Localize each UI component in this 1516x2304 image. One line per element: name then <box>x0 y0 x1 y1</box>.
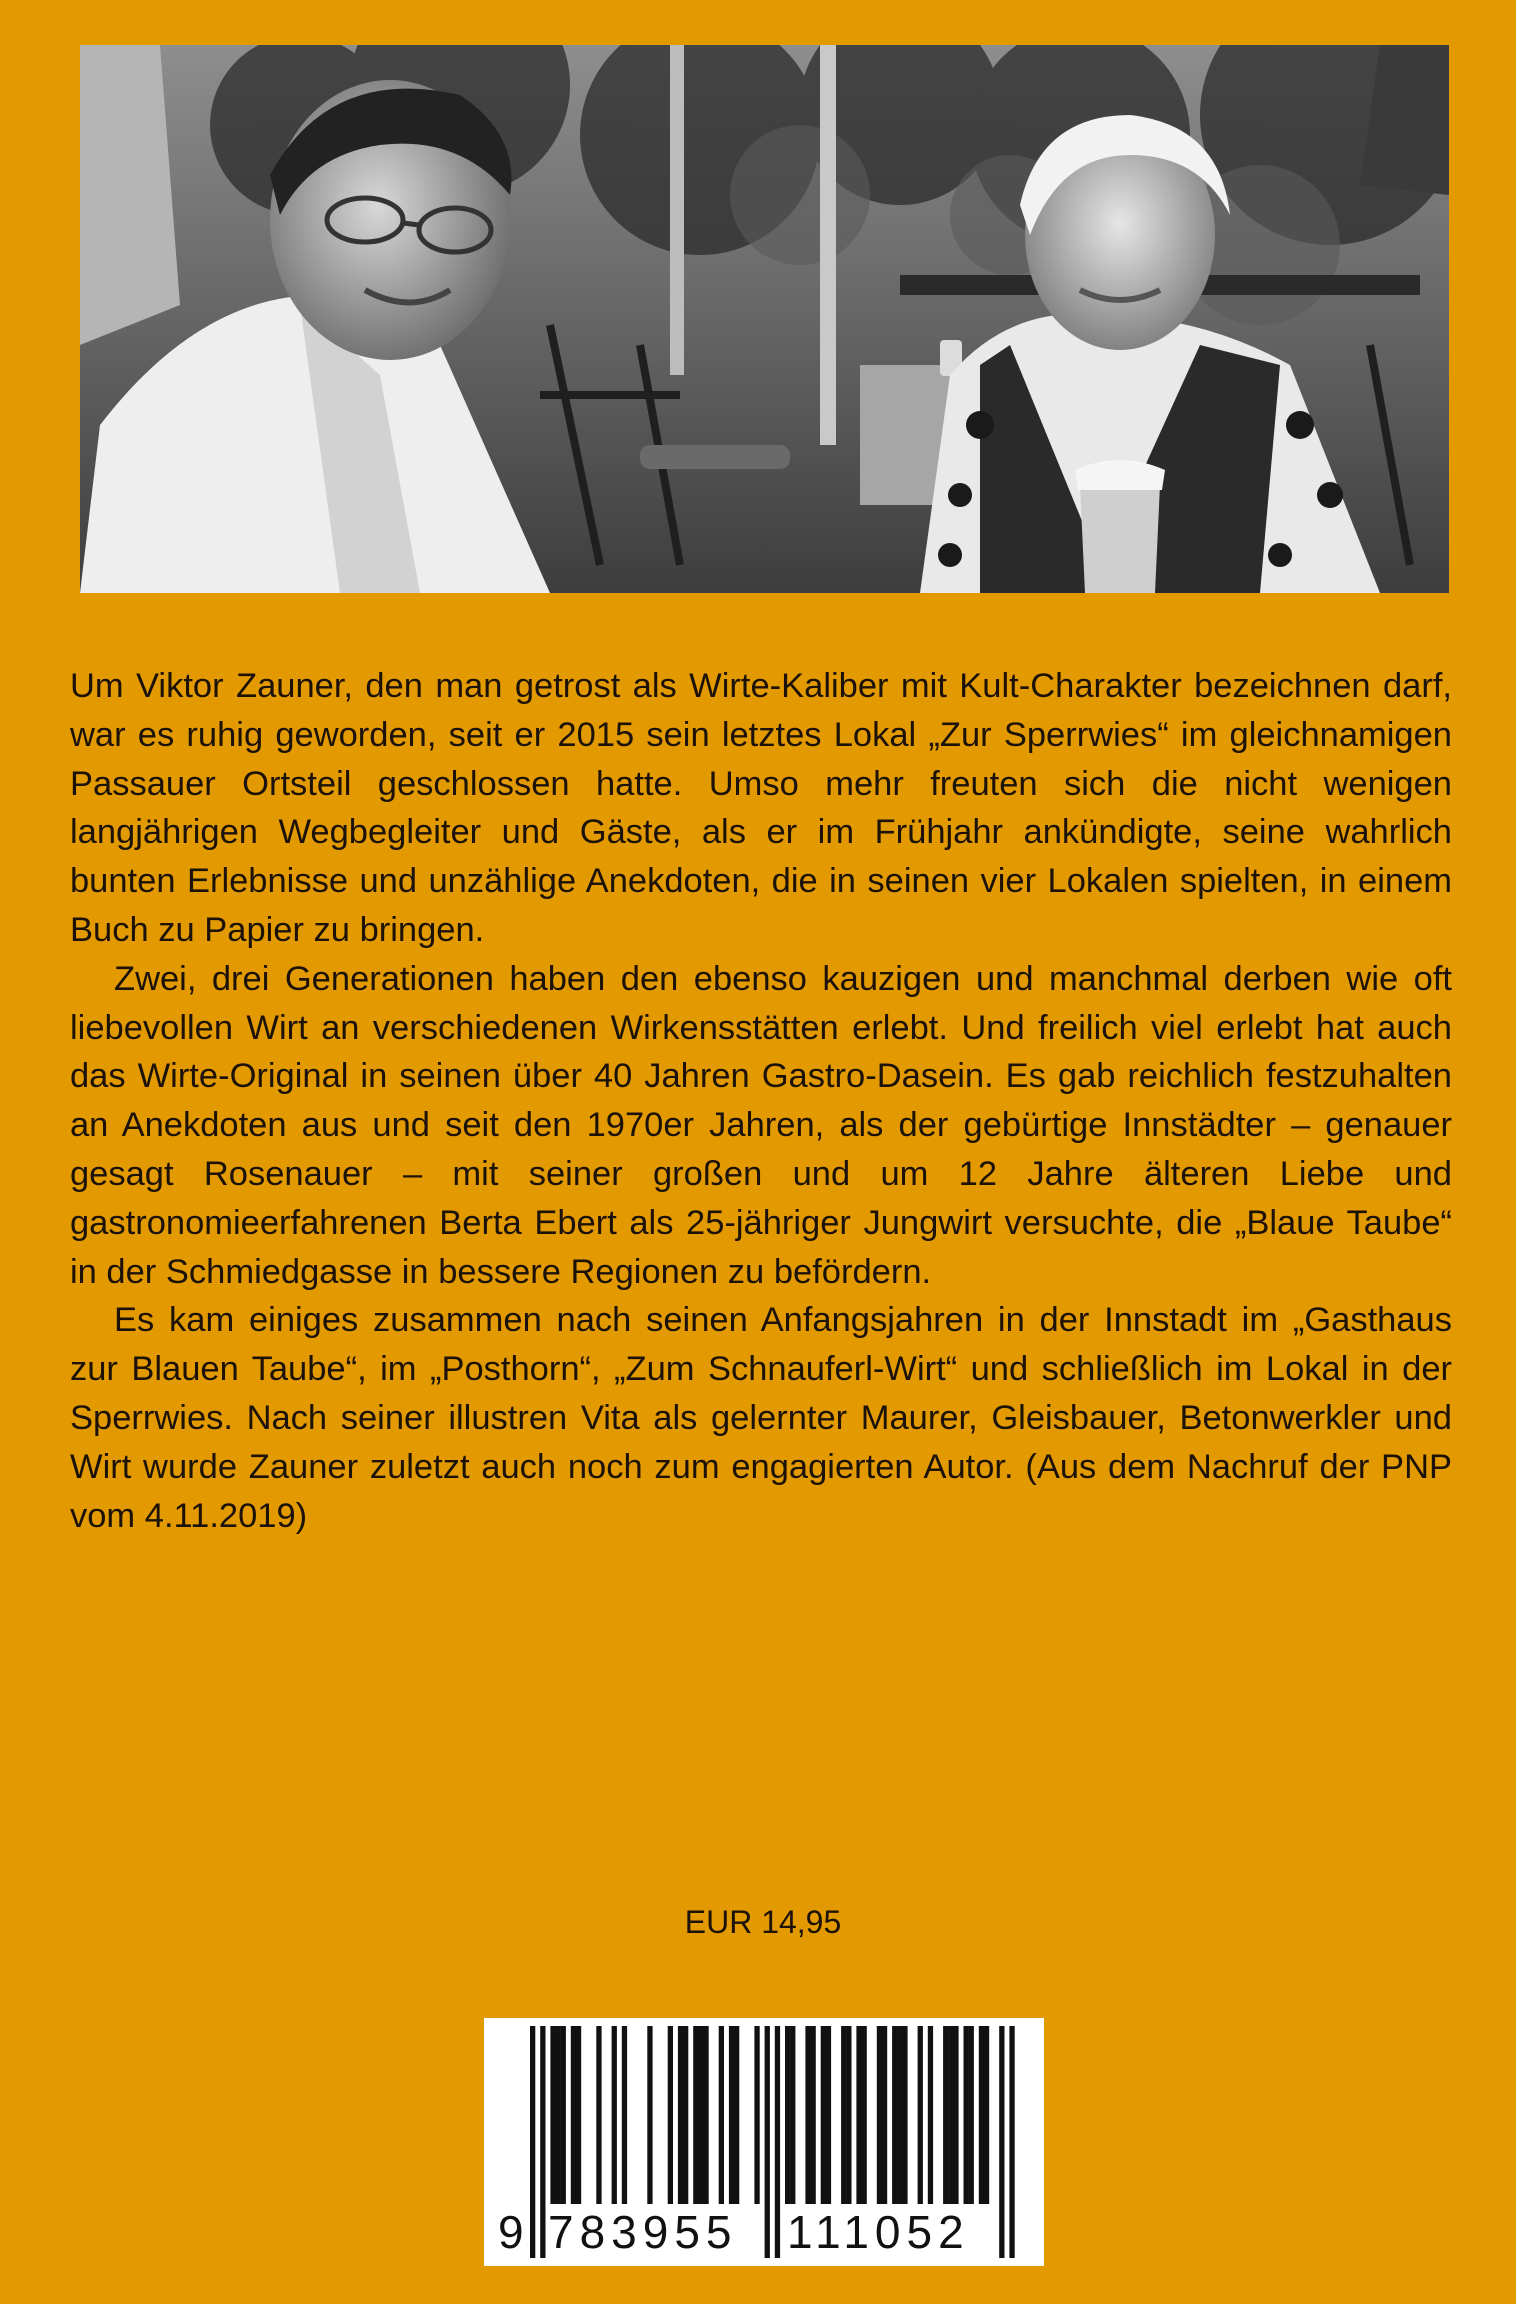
barcode-bar <box>841 2026 846 2204</box>
barcode-guard-bar <box>765 2026 770 2258</box>
barcode-bar <box>647 2026 652 2204</box>
barcode-bar <box>862 2026 867 2204</box>
barcode-bar <box>612 2026 617 2204</box>
barcode-bar <box>826 2026 831 2204</box>
barcode-bar <box>668 2026 673 2204</box>
blurb-paragraph-1: Um Viktor Zauner, den man getrost als Wirte-Kaliber mit Kult-Charakter bezeichnen darf, war es ruhig geworden, seit er 2015 sein letztes Lokal „Zur Sperrwies“ im gleichnamigen Passauer Ortsteil geschlossen hatte. Umso mehr freuten sich die nicht wenigen langjährigen Wegbegleiter und Gäste, als er im Frühjahr ankündigte, seine wahrlich bunten Erlebnisse und unzählige Anekdoten, die in seinen vier Lokalen spielten, in einem Buch zu Papier zu bringen. <box>70 667 1452 949</box>
barcode-bar <box>790 2026 795 2204</box>
barcode-guard-bar <box>530 2026 535 2258</box>
barcode-bar <box>877 2026 882 2204</box>
barcode-guard-bar <box>999 2026 1004 2258</box>
barcode-bar <box>571 2026 576 2204</box>
barcode-guard-bar <box>775 2026 780 2258</box>
barcode-guard-bar <box>540 2026 545 2258</box>
barcode-bar <box>550 2026 555 2204</box>
barcode-bar <box>902 2026 907 2204</box>
barcode-bar <box>683 2026 688 2204</box>
barcode-bar <box>892 2026 897 2204</box>
barcode-bar <box>576 2026 581 2204</box>
barcode-bar <box>948 2026 953 2204</box>
barcode-bar <box>698 2026 703 2204</box>
barcode-bar <box>693 2026 698 2204</box>
barcode-bar <box>928 2026 933 2204</box>
barcode-bar <box>596 2026 601 2204</box>
barcode-bar <box>703 2026 708 2204</box>
barcode-bar <box>561 2026 566 2204</box>
isbn-barcode <box>484 2018 1044 2266</box>
blurb-paragraph-3: Es kam einiges zusammen nach seinen Anfangsjahren in der Innstadt im „Gasthaus zur Blauen Taube“, im „Posthorn“, „Zum Schnauferl-Wirt“ und schließlich im Lokal in der Sperrwies. Nach seiner illustren Vita als gelernter Maurer, Gleisbauer, Betonwerkler und Wirt wurde Zauner zuletzt auch noch zum engagierten Autor. (Aus dem Nachruf der PNP vom 4.11.2019) <box>70 1301 1452 1535</box>
barcode-guard-bar <box>1009 2026 1014 2258</box>
barcode-bar <box>979 2026 984 2204</box>
photo-illustration <box>80 45 1449 593</box>
barcode-bar <box>785 2026 790 2204</box>
barcode-bar <box>882 2026 887 2204</box>
barcode-bar <box>897 2026 902 2204</box>
barcode-bar <box>943 2026 948 2204</box>
barcode-bar <box>734 2026 739 2204</box>
barcode-bar <box>754 2026 759 2204</box>
barcode-bar <box>556 2026 561 2204</box>
barcode-bar <box>729 2026 734 2204</box>
barcode-bar <box>622 2026 627 2204</box>
blurb-text <box>70 662 1452 1540</box>
barcode-bar <box>846 2026 851 2204</box>
barcode-bar <box>964 2026 969 2204</box>
barcode-bar <box>969 2026 974 2204</box>
cover-photo <box>80 45 1449 593</box>
barcode-bar <box>811 2026 816 2204</box>
barcode-bar <box>821 2026 826 2204</box>
barcode-digits-left: 783955 <box>548 2206 738 2258</box>
barcode-bar <box>678 2026 683 2204</box>
barcode-bar <box>805 2026 810 2204</box>
barcode-bar <box>984 2026 989 2204</box>
blurb-paragraph-2: Zwei, drei Generationen haben den ebenso kauzigen und manchmal derben wie oft liebevollen Wirt an verschiedenen Wirkensstätten erlebt. Und freilich viel erlebt hat auch das Wirte-Original in seinen über 40 Jahren Gastro-Dasein. Es gab reichlich festzuhalten an Anekdoten aus und seit den 1970er Jahren, als der gebürtige Innstädter – genauer gesagt Rosenauer – mit seiner großen und um 12 Jahre älteren Liebe und gastronomieerfahrenen Berta Ebert als 25-jähriger Jungwirt versuchte, die „Blaue Taube“ in der Schmiedgasse in bessere Regionen zu befördern. <box>70 959 1452 1291</box>
barcode-bar <box>856 2026 861 2204</box>
barcode-digits-right: 111052 <box>787 2206 970 2258</box>
barcode-bar <box>953 2026 958 2204</box>
barcode-digit-first: 9 <box>498 2206 530 2258</box>
price-label: EUR 14,95 <box>684 1904 842 1940</box>
barcode-bar <box>918 2026 923 2204</box>
barcode-bar <box>719 2026 724 2204</box>
